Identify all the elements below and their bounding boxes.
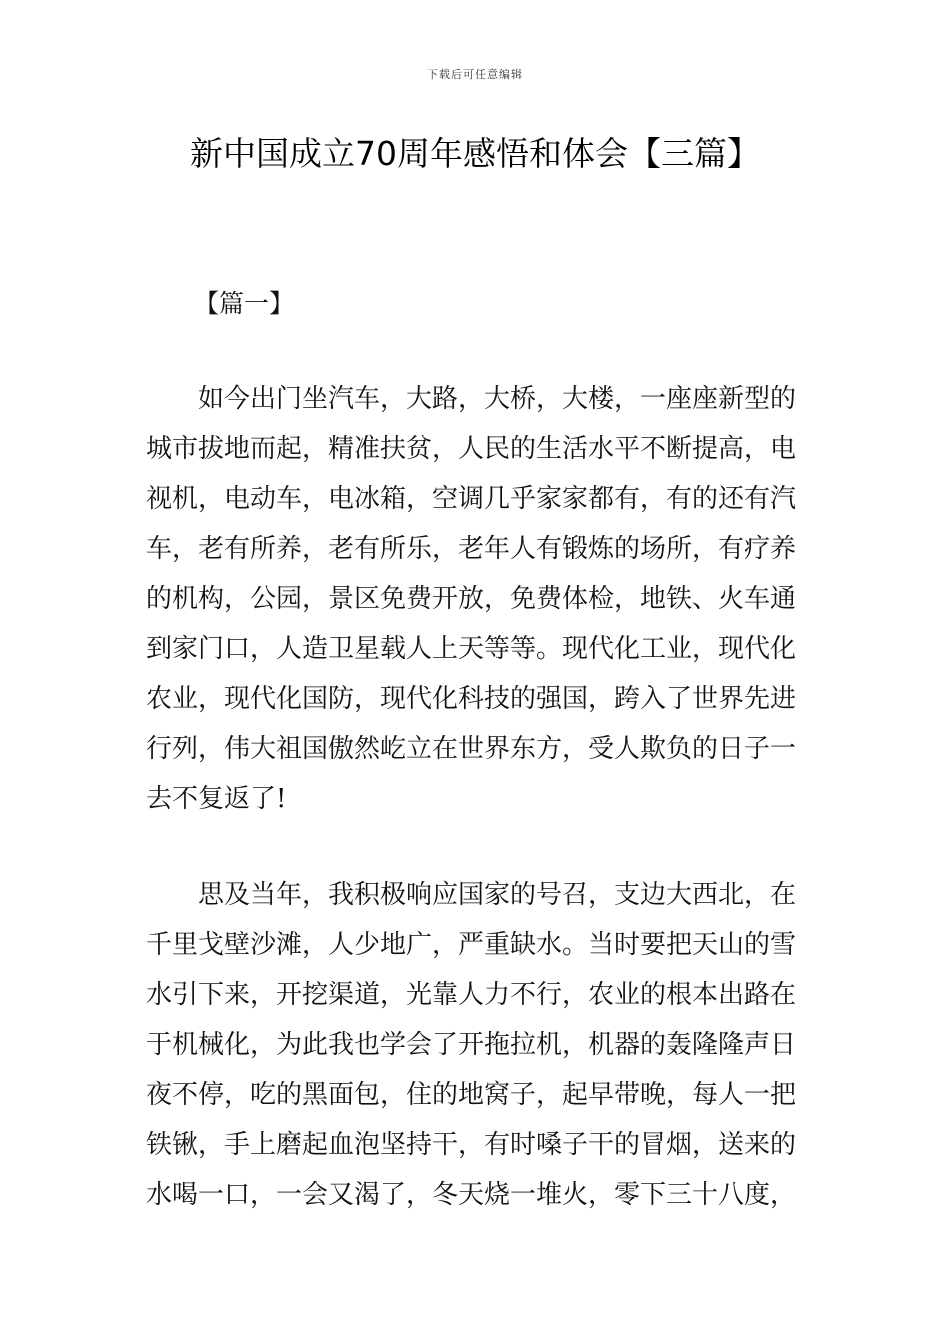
paragraph-line: 如今出门坐汽车，大路，大桥，大楼，一座座新型的 xyxy=(146,384,797,414)
paragraph-line: 思及当年，我积极响应国家的号召，支边大西北，在 xyxy=(146,880,797,910)
paragraph-line: 的机构，公园，景区免费开放，免费体检，地铁、火车通 xyxy=(146,584,797,614)
document-title: 新中国成立70周年感悟和体会【三篇】 xyxy=(190,134,760,173)
paragraph-1 xyxy=(146,374,808,824)
paragraph-line: 视机，电动车，电冰箱，空调几乎家家都有，有的还有汽 xyxy=(146,484,797,514)
paragraph-2 xyxy=(146,870,808,1220)
paragraph-line: 到家门口，人造卫星载人上天等等。现代化工业，现代化 xyxy=(146,634,797,664)
paragraph-line: 于机械化，为此我也学会了开拖拉机，机器的轰隆隆声日 xyxy=(146,1030,797,1060)
paragraph-line: 铁锹，手上磨起血泡坚持干，有时嗓子干的冒烟，送来的 xyxy=(146,1130,797,1160)
paragraph-line: 去不复返了! xyxy=(146,784,287,814)
paragraph-line: 车，老有所养，老有所乐，老年人有锻炼的场所，有疗养 xyxy=(146,534,797,564)
paragraph-line: 水喝一口，一会又渴了，冬天烧一堆火，零下三十八度， xyxy=(146,1180,797,1210)
paragraph-line: 水引下来，开挖渠道，光靠人力不行，农业的根本出路在 xyxy=(146,980,797,1010)
section-label: 【篇一】 xyxy=(194,289,295,318)
paragraph-line: 农业，现代化国防，现代化科技的强国，跨入了世界先进 xyxy=(146,684,797,714)
paragraph-line: 夜不停，吃的黑面包，住的地窝子，起早带晚，每人一把 xyxy=(146,1080,797,1110)
paragraph-line: 城市拔地而起，精准扶贫，人民的生活水平不断提高，电 xyxy=(146,434,797,464)
paragraph-line: 千里戈壁沙滩，人少地广，严重缺水。当时要把天山的雪 xyxy=(146,930,797,960)
header-note: 下载后可任意编辑 xyxy=(427,68,523,81)
paragraph-line: 行列，伟大祖国傲然屹立在世界东方，受人欺负的日子一 xyxy=(146,734,797,764)
